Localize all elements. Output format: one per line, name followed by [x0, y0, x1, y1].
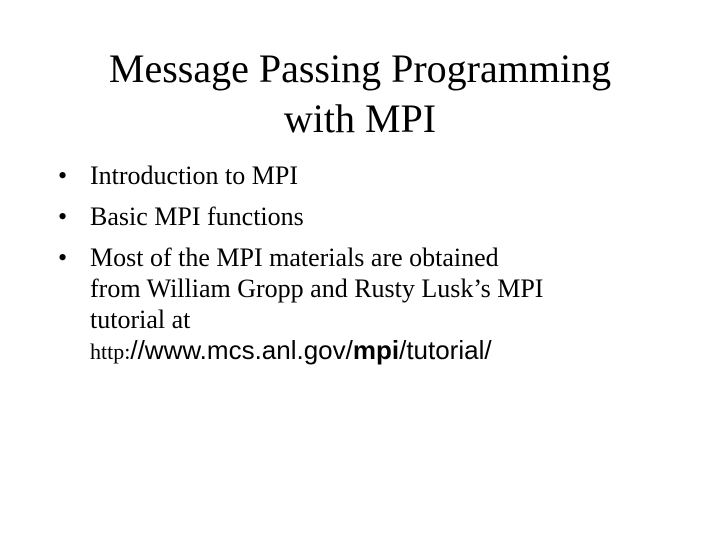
url-mpi: mpi — [352, 335, 400, 365]
bullet-dot-icon: • — [58, 202, 68, 231]
url-path: /tutorial/ — [399, 335, 492, 365]
bullet-dot-icon: • — [58, 243, 68, 272]
bullet-item-materials — [58, 242, 678, 367]
slide-title — [0, 44, 720, 144]
bullet-item-basic-functions — [58, 201, 678, 232]
title-line-1: Message Passing Programming — [108, 46, 612, 91]
bullet-text: Basic MPI functions — [90, 202, 304, 231]
url-scheme: http: — [90, 339, 131, 364]
bullet-text-line-1: Most of the MPI materials are obtained — [90, 243, 499, 272]
bullet-text: Introduction to MPI — [90, 161, 298, 190]
bullet-item-intro — [58, 160, 678, 191]
bullet-list — [58, 160, 678, 377]
bullet-dot-icon: • — [58, 161, 68, 190]
tutorial-url-link[interactable] — [90, 335, 678, 367]
url-host: //www.mcs.anl.gov/ — [130, 335, 353, 365]
bullet-text-line-3: tutorial at — [90, 305, 191, 334]
bullet-text-line-2: from William Gropp and Rusty Lusk’s MPI — [90, 274, 544, 303]
title-line-2: with MPI — [283, 96, 437, 141]
